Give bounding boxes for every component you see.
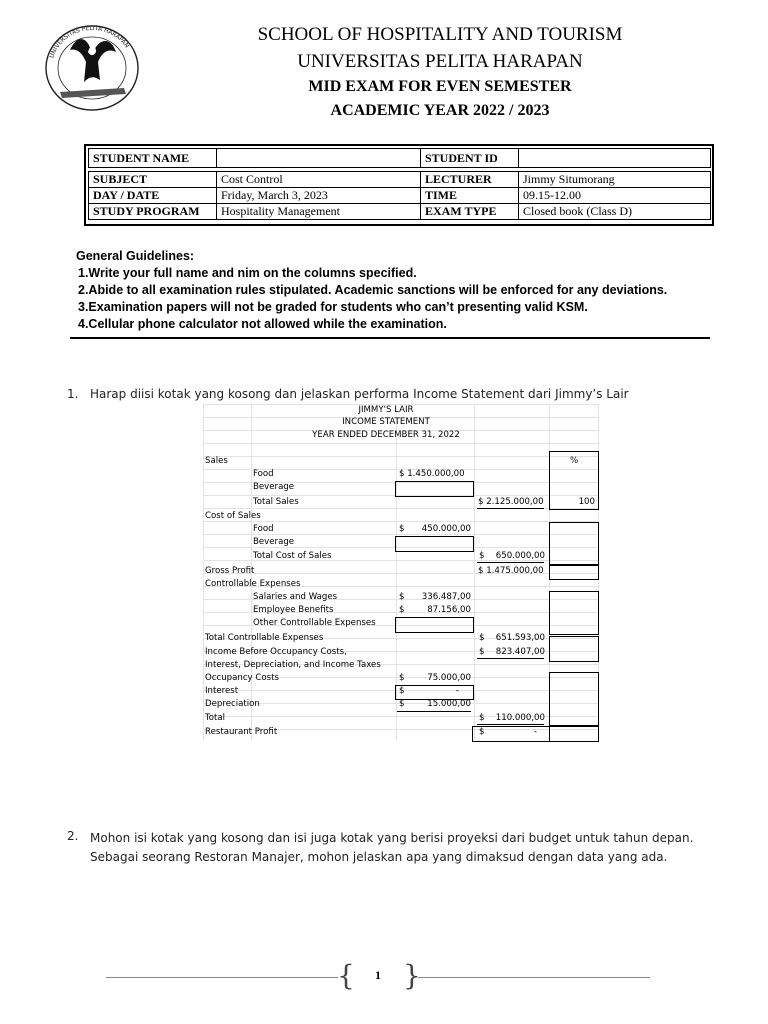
other-controllable-blank[interactable]: [395, 617, 474, 633]
total-sales-value: $ 2.125.000,00: [478, 497, 544, 507]
total-controllable-label: Total Controllable Expenses: [205, 633, 324, 643]
total-cos-value: 650.000,00: [495, 551, 545, 561]
question-number: 1.: [67, 387, 79, 401]
occupancy-percent-box[interactable]: [549, 672, 599, 726]
guideline-item: 2.Abide to all examination rules stipulated. Academic sanctions will be enforced for any deviations.: [78, 283, 668, 297]
currency-symbol: $: [399, 524, 405, 534]
subject-value: Cost Control: [217, 172, 421, 188]
ibo-label: Income Before Occupancy Costs,: [205, 647, 347, 657]
lecturer-value: Jimmy Situmorang: [519, 172, 711, 188]
cos-food-label: Food: [253, 524, 274, 534]
statement-subtitle: INCOME STATEMENT: [342, 417, 430, 427]
day-date-label: DAY / DATE: [89, 188, 217, 204]
student-id-field[interactable]: [519, 149, 711, 168]
day-date-value: Friday, March 3, 2023: [217, 188, 421, 204]
statement-title: JIMMY'S LAIR: [358, 405, 414, 415]
cost-of-sales-label: Cost of Sales: [205, 511, 261, 521]
restaurant-profit-percent-box[interactable]: [549, 726, 599, 742]
sales-label: Sales: [205, 456, 228, 466]
lecturer-label: LECTURER: [421, 172, 519, 188]
currency-symbol: $: [479, 551, 485, 561]
currency-symbol: $: [399, 592, 405, 602]
food-label: Food: [253, 469, 274, 479]
statement-period: YEAR ENDED DECEMBER 31, 2022: [312, 430, 460, 440]
beverage-label: Beverage: [253, 482, 295, 492]
university-logo: [40, 22, 144, 112]
controllable-percent-box[interactable]: [549, 591, 599, 635]
footer-line-right: [418, 977, 650, 978]
exam-type-label: EXAM TYPE: [421, 204, 519, 220]
divider: [70, 337, 710, 339]
ibo-percent-box[interactable]: [549, 636, 599, 662]
question-number: 2.: [67, 829, 79, 843]
gross-profit-label: Gross Profit: [205, 566, 255, 576]
exam-title: MID EXAM FOR EVEN SEMESTER: [308, 78, 572, 95]
controllable-expenses-label: Controllable Expenses: [205, 579, 301, 589]
exam-type-value: Closed book (Class D): [519, 204, 711, 220]
time-label: TIME: [421, 188, 519, 204]
benefits-label: Employee Benefits: [253, 605, 334, 615]
student-name-field[interactable]: [217, 149, 421, 168]
depreciation-label: Depreciation: [205, 699, 260, 709]
cos-beverage-blank[interactable]: [395, 536, 474, 552]
total-sales-label: Total Sales: [253, 497, 299, 507]
cos-percent-box[interactable]: [549, 522, 599, 565]
student-name-label: STUDENT NAME: [89, 149, 217, 168]
interest-label: Interest: [205, 686, 239, 696]
occupancy-label: Occupancy Costs: [205, 673, 279, 683]
question-text: Mohon isi kotak yang kosong dan isi juga kotak yang berisi proyeksi dari budget untuk tahun depan. Sebagai seorang Restoran Manajer, mohon jelaskan apa yang dimaksud dengan data yang ada.: [90, 831, 694, 864]
page-number: 1: [375, 968, 381, 982]
total-value: 110.000,00: [495, 713, 545, 723]
exam-info-table: [88, 148, 711, 220]
occupancy-value: 75.000,00: [427, 673, 471, 683]
guidelines-title: General Guidelines:: [76, 249, 195, 263]
currency-symbol: $: [399, 699, 405, 709]
beverage-sales-blank[interactable]: [395, 481, 474, 497]
study-program-label: STUDY PROGRAM: [89, 204, 217, 220]
cos-food-value: 450.000,00: [421, 524, 471, 534]
gross-profit-percent-box[interactable]: [549, 565, 599, 580]
academic-year: ACADEMIC YEAR 2022 / 2023: [330, 102, 550, 119]
restaurant-profit-value: -: [533, 727, 537, 737]
time-value: 09.15-12.00: [519, 188, 711, 204]
restaurant-profit-label: Restaurant Profit: [205, 727, 278, 737]
student-id-label: STUDENT ID: [421, 149, 519, 168]
interest-value: -: [455, 686, 459, 696]
cos-beverage-label: Beverage: [253, 537, 295, 547]
total-sales-percent: 100: [578, 497, 595, 507]
percent-header: %: [570, 456, 579, 466]
school-title: SCHOOL OF HOSPITALITY AND TOURISM: [257, 24, 623, 45]
depreciation-value: 15.000,00: [427, 699, 471, 709]
logo-arc-text: UNIVERSITAS PELITA HARAPAN: [48, 24, 131, 59]
ibo-label-line2: Interest, Depreciation, and Income Taxes: [205, 660, 381, 670]
currency-symbol: $: [479, 713, 485, 723]
currency-symbol: $: [399, 686, 405, 696]
study-program-value: Hospitality Management: [217, 204, 421, 220]
total-cos-label: Total Cost of Sales: [253, 551, 332, 561]
ibo-value: 823.407,00: [495, 647, 545, 657]
salaries-value: 336.487,00: [421, 592, 471, 602]
other-controllable-label: Other Controllable Expenses: [253, 618, 376, 628]
total-controllable-value: 651.593,00: [495, 633, 545, 643]
currency-symbol: $: [399, 605, 405, 615]
currency-symbol: $: [479, 727, 485, 737]
currency-symbol: $: [399, 673, 405, 683]
guideline-item: 3.Examination papers will not be graded for students who can’t presenting valid KSM.: [78, 300, 588, 314]
salaries-label: Salaries and Wages: [253, 592, 338, 602]
currency-symbol: $: [479, 647, 485, 657]
left-brace-icon: {: [337, 959, 355, 992]
income-statement-sheet: [203, 404, 599, 740]
subject-label: SUBJECT: [89, 172, 217, 188]
guideline-item: 4.Cellular phone calculator not allowed while the examination.: [78, 317, 447, 331]
gross-profit-value: $ 1.475.000,00: [478, 566, 544, 576]
university-title: UNIVERSITAS PELITA HARAPAN: [297, 51, 583, 72]
food-sales-value: $ 1.450.000,00: [399, 469, 465, 479]
benefits-value: 87.156,00: [427, 605, 471, 615]
question-text: Harap diisi kotak yang kosong dan jelaskan performa Income Statement dari Jimmy’s Lair: [90, 387, 629, 401]
general-guidelines: [76, 248, 667, 333]
currency-symbol: $: [479, 633, 485, 643]
guideline-item: 1.Write your full name and nim on the columns specified.: [78, 266, 417, 280]
right-brace-icon: }: [403, 959, 421, 992]
total-label: Total: [205, 713, 226, 723]
footer-line-left: [106, 977, 338, 978]
